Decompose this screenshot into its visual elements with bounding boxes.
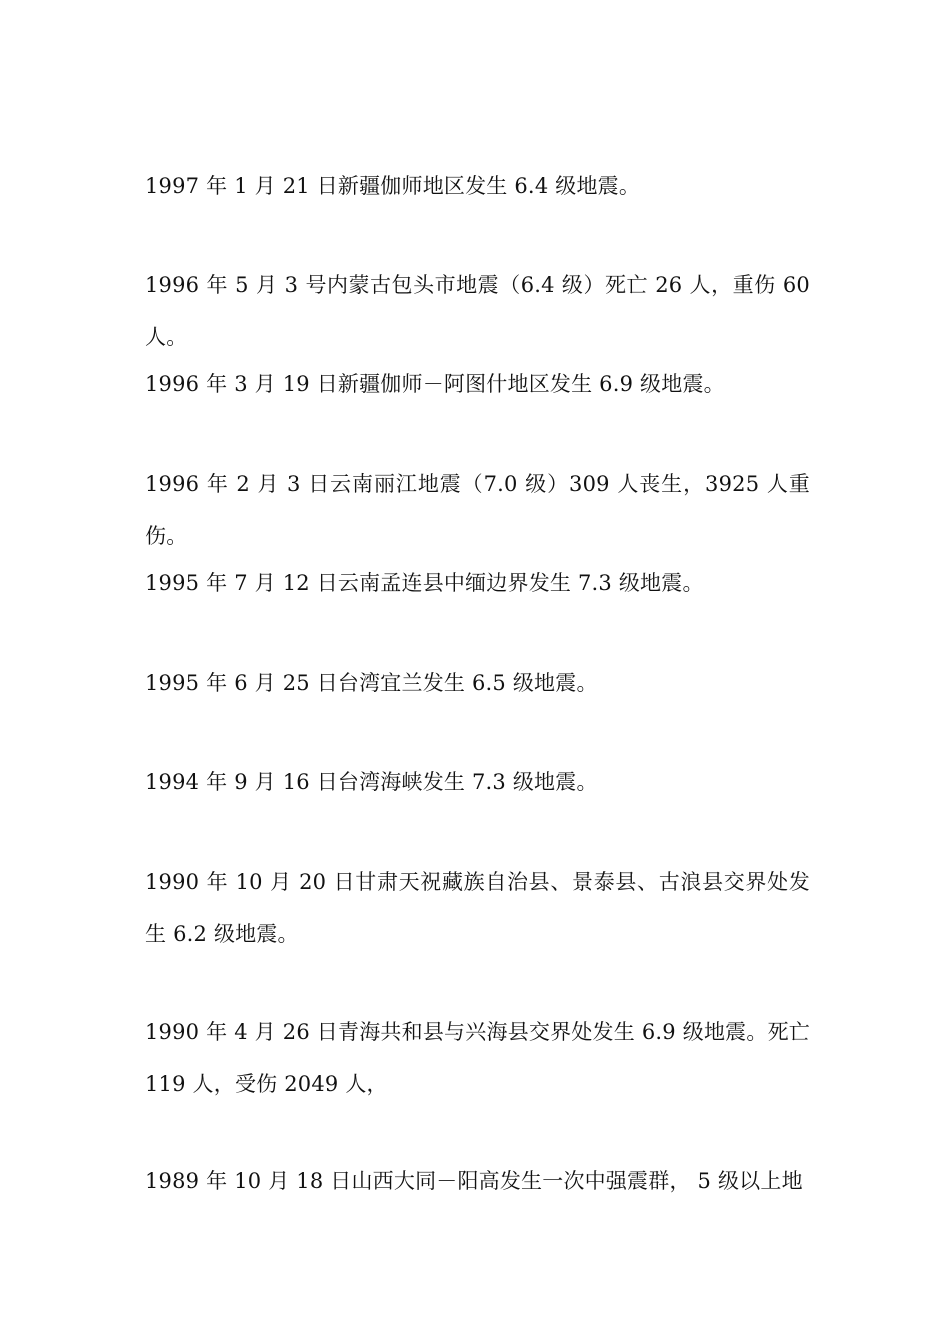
- earthquake-entry: 1990 年 10 月 20 日甘肃天祝藏族自治县、景泰县、古浪县交界处发生 6.2 级地震。: [145, 870, 810, 946]
- earthquake-entry: 1996 年 2 月 3 日云南丽江地震（7.0 级）309 人丧生，3925 人重伤。: [145, 472, 810, 548]
- earthquake-entry: 1997 年 1 月 21 日新疆伽师地区发生 6.4 级地震。: [145, 174, 641, 198]
- earthquake-entry: 1994 年 9 月 16 日台湾海峡发生 7.3 级地震。: [145, 770, 598, 794]
- earthquake-entry: 1990 年 4 月 26 日青海共和县与兴海县交界处发生 6.9 级地震。死亡 119 人，受伤 2049 人，: [145, 1020, 810, 1096]
- earthquake-entry: 1989 年 10 月 18 日山西大同－阳高发生一次中强震群， 5 级以上地: [145, 1169, 803, 1193]
- earthquake-entry: 1996 年 3 月 19 日新疆伽师－阿图什地区发生 6.9 级地震。: [145, 372, 725, 396]
- earthquake-entry: 1995 年 7 月 12 日云南孟连县中缅边界发生 7.3 级地震。: [145, 571, 704, 595]
- earthquake-entry: 1995 年 6 月 25 日台湾宜兰发生 6.5 级地震。: [145, 671, 598, 695]
- earthquake-entry: 1996 年 5 月 3 号内蒙古包头市地震（6.4 级）死亡 26 人，重伤 60 人。: [145, 273, 810, 349]
